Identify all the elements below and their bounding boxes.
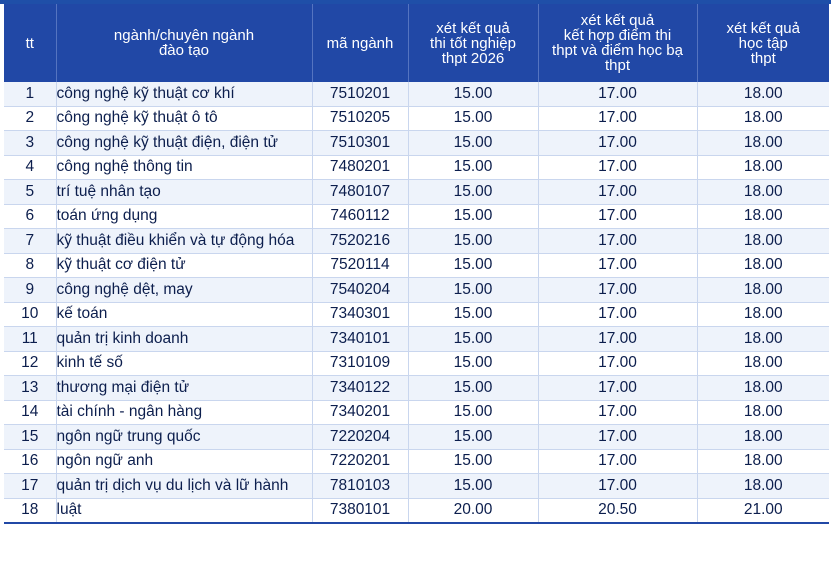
row-index: 17 (4, 474, 56, 499)
combined-score: 17.00 (538, 253, 697, 278)
major-name: kỹ thuật điều khiển và tự động hóa (56, 229, 312, 254)
header-combined-score: xét kết quả kết hợp điểm thi thpt và điểm học bạ thpt (538, 4, 697, 82)
exam-score: 15.00 (408, 327, 538, 352)
transcript-score: 18.00 (697, 376, 829, 401)
combined-score: 17.00 (538, 302, 697, 327)
table-row (4, 229, 829, 254)
table-row (4, 278, 829, 303)
transcript-score: 18.00 (697, 425, 829, 450)
transcript-score: 18.00 (697, 106, 829, 131)
row-index: 7 (4, 229, 56, 254)
admission-scores-table (4, 4, 829, 524)
major-code: 7510205 (312, 106, 408, 131)
major-code: 7810103 (312, 474, 408, 499)
major-name: kỹ thuật cơ điện tử (56, 253, 312, 278)
major-name: quản trị dịch vụ du lịch và lữ hành (56, 474, 312, 499)
transcript-score: 18.00 (697, 302, 829, 327)
header-code: mã ngành (312, 4, 408, 82)
major-code: 7540204 (312, 278, 408, 303)
combined-score: 17.00 (538, 351, 697, 376)
combined-score: 17.00 (538, 327, 697, 352)
major-code: 7480107 (312, 180, 408, 205)
exam-score: 15.00 (408, 400, 538, 425)
row-index: 6 (4, 204, 56, 229)
table-header (4, 4, 829, 82)
header-tt: tt (4, 4, 56, 82)
table-row (4, 155, 829, 180)
exam-score: 15.00 (408, 253, 538, 278)
transcript-score: 18.00 (697, 474, 829, 499)
transcript-score: 18.00 (697, 131, 829, 156)
exam-score: 15.00 (408, 82, 538, 106)
exam-score: 15.00 (408, 302, 538, 327)
major-code: 7520216 (312, 229, 408, 254)
table-row (4, 351, 829, 376)
row-index: 3 (4, 131, 56, 156)
exam-score: 20.00 (408, 498, 538, 523)
major-name: tài chính - ngân hàng (56, 400, 312, 425)
table-row (4, 106, 829, 131)
exam-score: 15.00 (408, 229, 538, 254)
header-row (4, 4, 829, 82)
exam-score: 15.00 (408, 449, 538, 474)
combined-score: 17.00 (538, 400, 697, 425)
exam-score: 15.00 (408, 425, 538, 450)
exam-score: 15.00 (408, 180, 538, 205)
major-code: 7510301 (312, 131, 408, 156)
row-index: 14 (4, 400, 56, 425)
major-code: 7460112 (312, 204, 408, 229)
table-row (4, 425, 829, 450)
table-row (4, 253, 829, 278)
row-index: 4 (4, 155, 56, 180)
combined-score: 20.50 (538, 498, 697, 523)
header-exam-score: xét kết quả thi tốt nghiệp thpt 2026 (408, 4, 538, 82)
major-name: trí tuệ nhân tạo (56, 180, 312, 205)
table-row (4, 498, 829, 523)
transcript-score: 18.00 (697, 449, 829, 474)
exam-score: 15.00 (408, 204, 538, 229)
header-transcript-score: xét kết quả học tập thpt (697, 4, 829, 82)
major-name: toán ứng dụng (56, 204, 312, 229)
combined-score: 17.00 (538, 204, 697, 229)
exam-score: 15.00 (408, 155, 538, 180)
row-index: 2 (4, 106, 56, 131)
transcript-score: 18.00 (697, 400, 829, 425)
combined-score: 17.00 (538, 82, 697, 106)
major-name: công nghệ kỹ thuật cơ khí (56, 82, 312, 106)
row-index: 8 (4, 253, 56, 278)
combined-score: 17.00 (538, 449, 697, 474)
combined-score: 17.00 (538, 376, 697, 401)
major-code: 7310109 (312, 351, 408, 376)
major-name: kinh tế số (56, 351, 312, 376)
transcript-score: 18.00 (697, 229, 829, 254)
major-name: công nghệ dệt, may (56, 278, 312, 303)
combined-score: 17.00 (538, 229, 697, 254)
major-code: 7520114 (312, 253, 408, 278)
exam-score: 15.00 (408, 474, 538, 499)
major-name: ngôn ngữ anh (56, 449, 312, 474)
row-index: 13 (4, 376, 56, 401)
major-name: quản trị kinh doanh (56, 327, 312, 352)
combined-score: 17.00 (538, 474, 697, 499)
table-body (4, 82, 829, 523)
row-index: 10 (4, 302, 56, 327)
major-name: công nghệ kỹ thuật điện, điện tử (56, 131, 312, 156)
exam-score: 15.00 (408, 351, 538, 376)
combined-score: 17.00 (538, 106, 697, 131)
table-row (4, 82, 829, 106)
major-name: công nghệ kỹ thuật ô tô (56, 106, 312, 131)
exam-score: 15.00 (408, 131, 538, 156)
transcript-score: 21.00 (697, 498, 829, 523)
transcript-score: 18.00 (697, 327, 829, 352)
major-code: 7220201 (312, 449, 408, 474)
row-index: 12 (4, 351, 56, 376)
transcript-score: 18.00 (697, 351, 829, 376)
transcript-score: 18.00 (697, 204, 829, 229)
table-row (4, 204, 829, 229)
transcript-score: 18.00 (697, 155, 829, 180)
row-index: 11 (4, 327, 56, 352)
combined-score: 17.00 (538, 425, 697, 450)
transcript-score: 18.00 (697, 253, 829, 278)
combined-score: 17.00 (538, 278, 697, 303)
major-name: thương mại điện tử (56, 376, 312, 401)
row-index: 9 (4, 278, 56, 303)
table-row (4, 449, 829, 474)
exam-score: 15.00 (408, 278, 538, 303)
major-name: kế toán (56, 302, 312, 327)
row-index: 18 (4, 498, 56, 523)
table-row (4, 131, 829, 156)
major-code: 7340301 (312, 302, 408, 327)
transcript-score: 18.00 (697, 82, 829, 106)
major-code: 7510201 (312, 82, 408, 106)
table-row (4, 474, 829, 499)
major-code: 7340101 (312, 327, 408, 352)
transcript-score: 18.00 (697, 278, 829, 303)
major-code: 7220204 (312, 425, 408, 450)
row-index: 1 (4, 82, 56, 106)
exam-score: 15.00 (408, 376, 538, 401)
major-name: công nghệ thông tin (56, 155, 312, 180)
combined-score: 17.00 (538, 180, 697, 205)
row-index: 5 (4, 180, 56, 205)
major-code: 7340201 (312, 400, 408, 425)
transcript-score: 18.00 (697, 180, 829, 205)
major-code: 7340122 (312, 376, 408, 401)
table-row (4, 400, 829, 425)
major-name: ngôn ngữ trung quốc (56, 425, 312, 450)
combined-score: 17.00 (538, 131, 697, 156)
major-code: 7480201 (312, 155, 408, 180)
row-index: 15 (4, 425, 56, 450)
table-row (4, 376, 829, 401)
combined-score: 17.00 (538, 155, 697, 180)
table-row (4, 180, 829, 205)
table-row (4, 302, 829, 327)
row-index: 16 (4, 449, 56, 474)
exam-score: 15.00 (408, 106, 538, 131)
header-major: ngành/chuyên ngành đào tạo (56, 4, 312, 82)
table-row (4, 327, 829, 352)
major-code: 7380101 (312, 498, 408, 523)
major-name: luật (56, 498, 312, 523)
